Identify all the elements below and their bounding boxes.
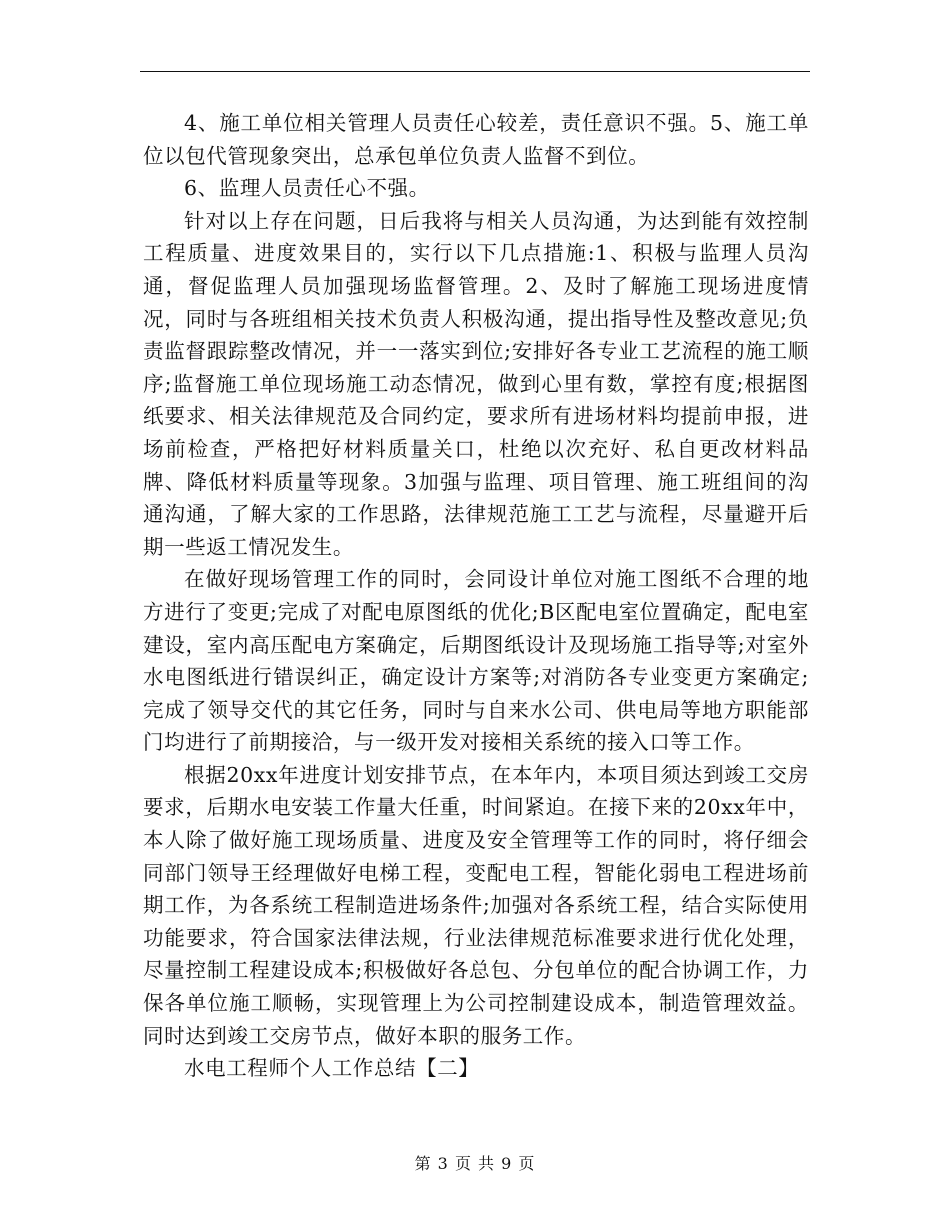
page-footer: 第 3 页 共 9 页 [414,1154,536,1173]
paragraph-5: 根据20xx年进度计划安排节点，在本年内，本项目须达到竣工交房要求，后期水电安装工作量大任重，时间紧迫。在接下来的20xx年中，本人除了做好施工现场质量、进度及安全管理等工作的同时，将仔细会同部门领导王经理做好电梯工程，变配电工程，智能化弱电工程进场前期工作，为各系统工程制造进场条件;加强对各系统工程，结合实际使用功能要求，符合国家法律法规，行业法律规范标准要求进行优化处理，尽量控制工程建设成本;积极做好各总包、分包单位的配合协调工作，力保各单位施工顺畅，实现管理上为公司控制建设成本，制造管理效益。同时达到竣工交房节点，做好本职的服务工作。 [143,762,809,1048]
paragraph-3: 针对以上存在问题，日后我将与相关人员沟通，为达到能有效控制工程质量、进度效果目的，实行以下几点措施:1、积极与监理人员沟通，督促监理人员加强现场监督管理。2、及时了解施工现场进度情况，同时与各班组相关技术负责人积极沟通，提出指导性及整改意见;负责监督跟踪整改情况，并一一落实到位;安排好各专业工艺流程的施工顺序;监督施工单位现场施工动态情况，做到心里有数，掌控有度;根据图纸要求、相关法律规范及合同约定，要求所有进场材料均提前申报，进场前检查，严格把好材料质量关口，杜绝以次充好、私自更改材料品牌、降低材料质量等现象。3加强与监理、项目管理、施工班组间的沟通沟通，了解大家的工作思路，法律规范施工工艺与流程，尽量避开后期一些返工情况发生。 [143,208,809,559]
paragraph-2: 6、监理人员责任心不强。 [184,176,430,201]
header-rule [140,71,810,72]
body-text [143,107,809,1085]
paragraph-1: 4、施工单位相关管理人员责任心较差，责任意识不强。5、施工单位以包代管现象突出，总承包单位负责人监督不到位。 [143,111,809,168]
section-heading: 水电工程师个人工作总结【二】 [184,1056,480,1081]
paragraph-4: 在做好现场管理工作的同时，会同设计单位对施工图纸不合理的地方进行了变更;完成了对配电原图纸的优化;B区配电室位置确定，配电室建设，室内高压配电方案确定，后期图纸设计及现场施工指导等;对室外水电图纸进行错误纠正，确定设计方案等;对消防各专业变更方案确定;完成了领导交代的其它任务，同时与自来水公司、供电局等地方职能部门均进行了前期接洽，与一级开发对接相关系统的接入口等工作。 [143,567,809,755]
